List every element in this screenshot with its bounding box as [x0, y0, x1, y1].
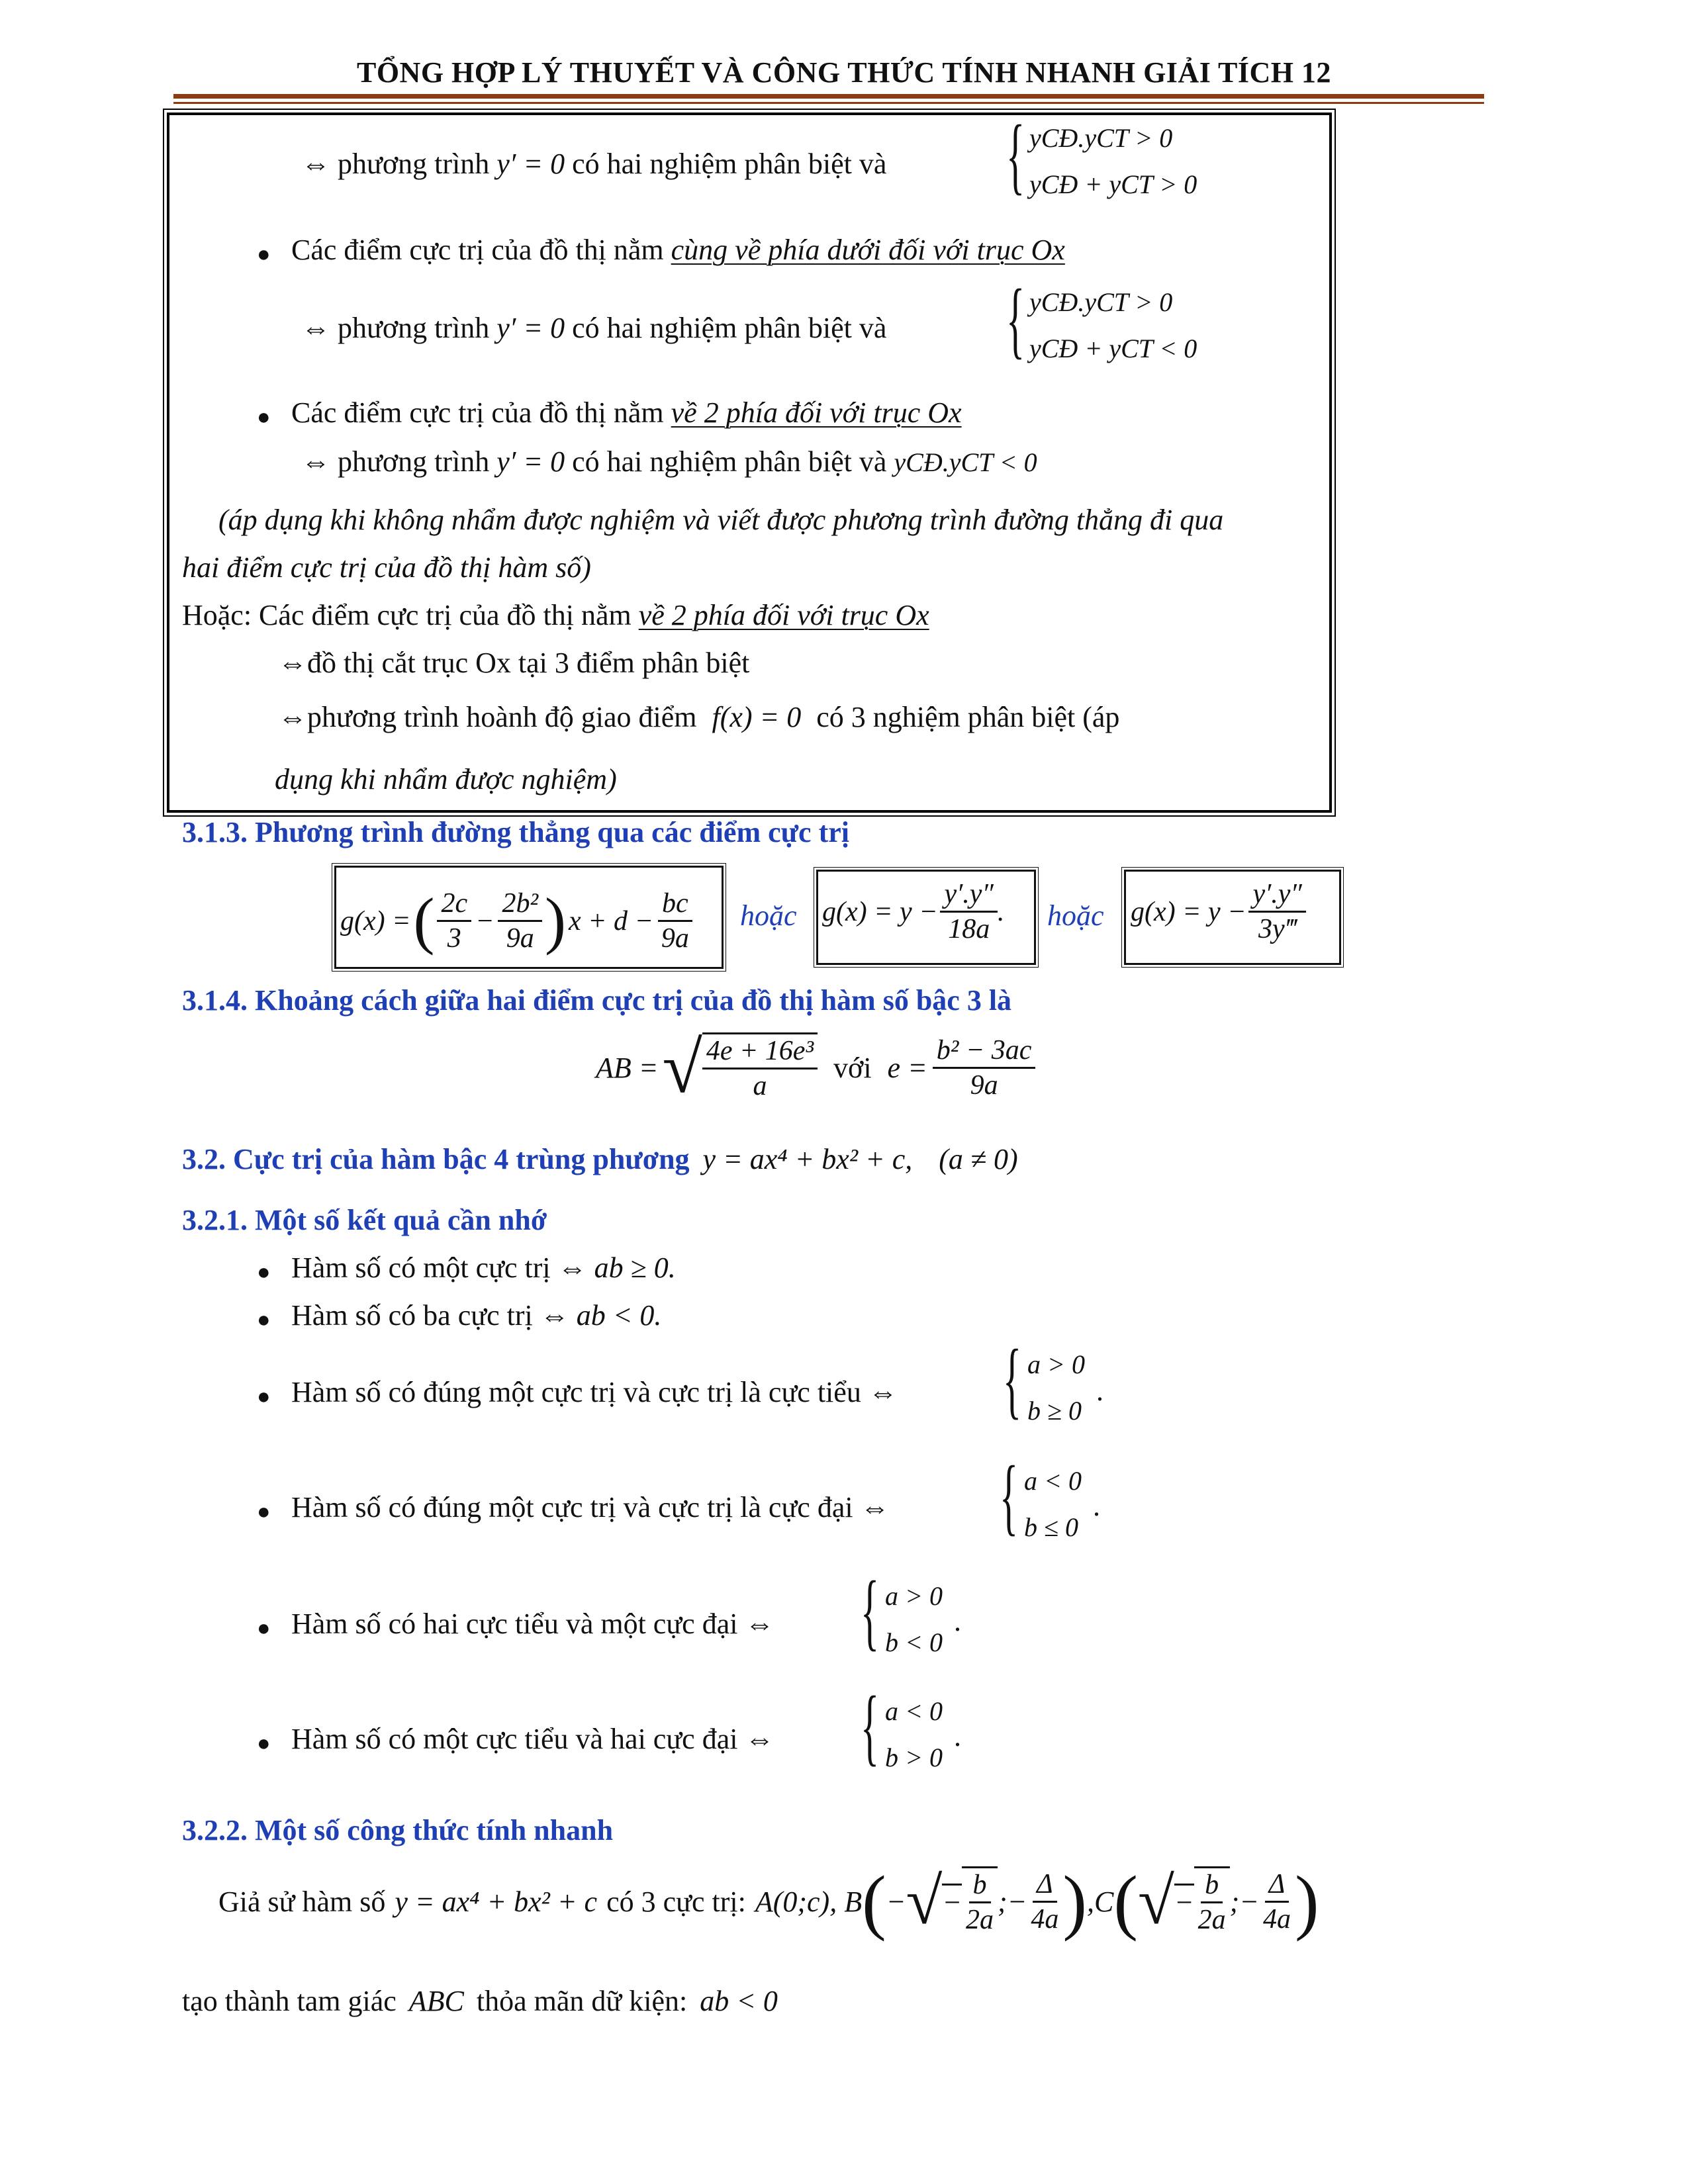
section-3-2-title: 3.2. Cực trị của hàm bậc 4 trùng phương y = ax⁴ + bx² + c, (a ≠ 0) [182, 1143, 1018, 1175]
intersection-line: ⇔phương trình hoành độ giao điểm f(x) = 0 có 3 nghiệm phân biệt (áp [278, 701, 1120, 733]
section-3-2-2-title: 3.2.2. Một số công thức tính nhanh [182, 1814, 614, 1846]
system-line: b < 0 [885, 1627, 943, 1657]
bullet-icon: ● [257, 1616, 271, 1641]
distance-formula: AB = √ $\frac{\text{4e + 16e³}}{a}$ với e = $\frac{\text{b² − 3ac}}{9a}$ [596, 1032, 1035, 1103]
system-brace-2: { [1006, 272, 1025, 367]
equiv-symbol: ⇔ [301, 148, 330, 180]
system-line: b ≥ 0 [1027, 1396, 1082, 1426]
bullet-icon: ● [257, 1260, 271, 1285]
alt-condition: Hoặc: Các điểm cực trị của đồ thị nằm về 2 phía đối với trục Ox [182, 599, 929, 631]
bullet3-text: Các điểm cực trị của đồ thị nằm về 2 phía đối với trục Ox [291, 396, 962, 429]
note-line2: hai điểm cực trị của đồ thị hàm số) [182, 551, 591, 584]
system-line: b ≤ 0 [1024, 1512, 1078, 1542]
system-line: a > 0 [1027, 1349, 1085, 1379]
system-line: b > 0 [885, 1743, 943, 1772]
result-item: Hàm số có đúng một cực trị và cực trị là cực đại ⇔ [291, 1491, 890, 1524]
note-line1: (áp dụng khi không nhẩm được nghiệm và viết được phương trình đường thẳng đi qua [218, 504, 1224, 536]
system-brace: { [1000, 1449, 1019, 1544]
bullet-icon: ● [257, 1308, 271, 1332]
quick-formula-line: Giả sử hàm số y = ax⁴ + bx² + c có 3 cực trị: A(0;c), B ( − √ − $\frac{b}{2a}$ ;− $\frac{\Delta}{4a}$ ) ,C ( √ − $\frac{b}{2a}$ ;− $\frac{\Delta}{4a}$ ) [218, 1861, 1319, 1942]
section-3-2-1-title: 3.2.1. Một số kết quả cần nhớ [182, 1204, 547, 1236]
box-row2: ⇔ phương trình y′ = 0 có hai nghiệm phân biệt và [301, 312, 887, 344]
box-row1: ⇔ phương trình y′ = 0 có hai nghiệm phân biệt và [301, 148, 887, 180]
result-item: Hàm số có một cực trị ⇔ ab ≥ 0. [291, 1251, 676, 1284]
section-3-1-4-title: 3.1.4. Khoảng cách giữa hai điểm cực trị của đồ thị hàm số bậc 3 là [182, 984, 1012, 1017]
system-line: a < 0 [885, 1696, 943, 1726]
bullet-icon: ● [257, 1500, 271, 1524]
intersection-line-end: dụng khi nhẩm được nghiệm) [275, 763, 617, 796]
system-line: a > 0 [885, 1581, 943, 1611]
box-row3: ⇔ phương trình y′ = 0 có hai nghiệm phân biệt và yCĐ.yCT < 0 [301, 445, 1037, 478]
system-brace: { [1003, 1332, 1022, 1428]
result-item: Hàm số có một cực tiểu và hai cực đại ⇔ [291, 1723, 774, 1755]
bullet-icon: ● [257, 1731, 271, 1756]
result-item: Hàm số có hai cực tiểu và một cực đại ⇔ [291, 1608, 774, 1640]
triangle-condition-line: tạo thành tam giác ABC thỏa mãn dữ kiện: ab < 0 [182, 1985, 778, 2017]
bullet2-text: Các điểm cực trị của đồ thị nằm cùng về phía dưới đối với trục Ox [291, 234, 1065, 266]
system-line: a < 0 [1024, 1466, 1082, 1496]
bullet-icon: ● [257, 405, 271, 430]
system1-line2: yCĐ + yCT > 0 [1029, 169, 1197, 199]
y-prime-equation: y′ = 0 [496, 148, 565, 180]
system2-line2: yCĐ + yCT < 0 [1029, 334, 1197, 363]
line-formula-3: g(x) = y − $\frac{y'.y''}{3y‴}$ [1131, 878, 1306, 946]
system-brace: { [861, 1564, 880, 1659]
system1-line1: yCĐ.yCT > 0 [1029, 123, 1173, 153]
result-item: Hàm số có ba cực trị ⇔ ab < 0. [291, 1299, 662, 1332]
or-label-2: hoặc [1047, 899, 1104, 932]
line-formula-1: g(x) = ( $\frac{2c}{3}$ − $\frac{\text{2b²}}{9a}$ ) x + d − $\frac{bc}{9a}$ [340, 887, 693, 956]
system-brace-1: { [1006, 108, 1025, 203]
system2-line1: yCĐ.yCT > 0 [1029, 287, 1173, 317]
bullet-icon: ● [257, 1385, 271, 1409]
result-item: Hàm số có đúng một cực trị và cực trị là cực tiểu ⇔ [291, 1376, 898, 1408]
page-header-title: TỔNG HỢP LÝ THUYẾT VÀ CÔNG THỨC TÍNH NHANH GIẢI TÍCH 12 [356, 56, 1332, 89]
section-3-1-3-title: 3.1.3. Phương trình đường thẳng qua các điểm cực trị [182, 816, 849, 848]
bullet-icon: ● [257, 242, 271, 267]
cut-axis-line: ⇔đồ thị cắt trục Ox tại 3 điểm phân biệt [278, 647, 750, 679]
system-brace: { [861, 1679, 880, 1774]
line-formula-2: g(x) = y − $\frac{y'.y''}{18a}$ . [822, 879, 1005, 945]
header-rule-thin [173, 102, 1484, 104]
or-label-1: hoặc [740, 899, 797, 932]
header-rule-thick [173, 94, 1484, 99]
